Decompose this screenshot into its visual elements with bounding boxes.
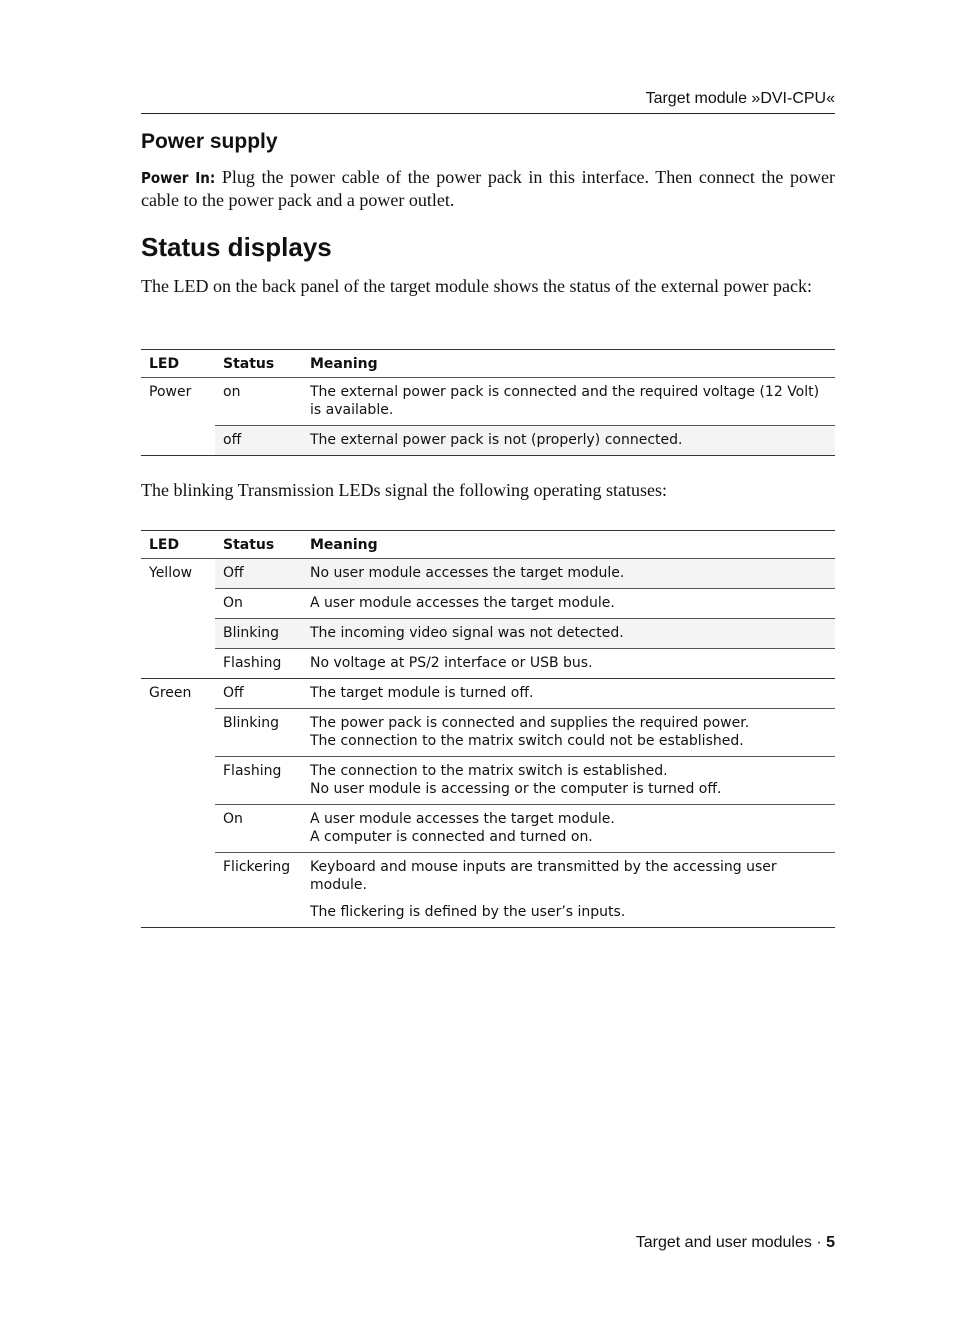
page-header — [141, 89, 835, 114]
meaning-line: The power pack is connected and supplies the required power. — [310, 715, 750, 731]
meaning-line: The connection to the matrix switch could not be established. — [310, 733, 744, 749]
table-row — [141, 378, 835, 426]
col-status: Status — [215, 531, 302, 559]
col-led: LED — [141, 531, 215, 559]
table-row — [141, 805, 835, 853]
status-cell: Off — [215, 559, 302, 589]
table-row — [141, 559, 835, 589]
status-cell: Flickering — [215, 853, 302, 928]
power-supply-heading: Power supply — [141, 130, 278, 153]
status-cell: On — [215, 805, 302, 853]
meaning-line: A user module accesses the target module. — [310, 811, 615, 827]
meaning-cell: No user module accesses the target module. — [302, 559, 835, 589]
meaning-cell — [302, 757, 835, 805]
led-name: Yellow — [141, 559, 215, 679]
status-cell: Blinking — [215, 619, 302, 649]
transmission-intro: The blinking Transmission LEDs signal the following operating statuses: — [141, 480, 667, 500]
table-row — [141, 649, 835, 679]
col-meaning: Meaning — [302, 350, 835, 378]
status-intro: The LED on the back panel of the target module shows the status of the external power pack: — [141, 276, 812, 296]
page-footer — [636, 1234, 835, 1252]
power-in-label: Power In: — [141, 169, 216, 187]
meaning-line: The target module is turned off. — [310, 685, 534, 701]
footer-text: Target and user modules · — [635, 1234, 827, 1251]
header-text: Target module »DVI-CPU« — [645, 90, 835, 107]
power-in-text: Plug the power cable of the power pack in this interface. Then connect the power cable to the power pack and a power outlet. — [141, 167, 835, 210]
power-led-table — [141, 349, 835, 456]
meaning-line: No user module is accessing or the computer is turned off. — [310, 781, 722, 797]
transmission-led-table — [141, 530, 835, 928]
meaning-cell: The external power pack is connected and the required voltage (12 Volt) is available. — [302, 378, 835, 426]
status-cell: Blinking — [215, 709, 302, 757]
table-row — [141, 619, 835, 649]
led-name: Power — [141, 378, 215, 456]
status-cell: Flashing — [215, 757, 302, 805]
table-header-row — [141, 350, 835, 378]
status-cell: Off — [215, 679, 302, 709]
power-supply-paragraph — [141, 166, 835, 211]
table-row — [141, 426, 835, 456]
meaning-cell — [302, 679, 835, 709]
meaning-cell — [302, 805, 835, 853]
table-row — [141, 589, 835, 619]
col-status: Status — [215, 350, 302, 378]
table-header-row — [141, 531, 835, 559]
meaning-cell: The incoming video signal was not detected. — [302, 619, 835, 649]
meaning-cell — [302, 853, 835, 928]
status-cell: off — [215, 426, 302, 456]
status-cell: on — [215, 378, 302, 426]
meaning-cell — [302, 709, 835, 757]
col-led: LED — [141, 350, 215, 378]
status-cell: Flashing — [215, 649, 302, 679]
table-row — [141, 757, 835, 805]
table-row — [141, 853, 835, 928]
meaning-cell: No voltage at PS/2 interface or USB bus. — [302, 649, 835, 679]
led-name: Green — [141, 679, 215, 928]
col-meaning: Meaning — [302, 531, 835, 559]
meaning-line: A computer is connected and turned on. — [310, 829, 593, 845]
table-row — [141, 709, 835, 757]
meaning-line: Keyboard and mouse inputs are transmitted by the accessing user module. — [310, 859, 777, 893]
table-row — [141, 679, 835, 709]
status-cell: On — [215, 589, 302, 619]
page-number: 5 — [826, 1234, 835, 1251]
meaning-line: The connection to the matrix switch is established. — [310, 763, 668, 779]
meaning-line: The flickering is defined by the user’s inputs. — [310, 904, 626, 920]
meaning-cell: A user module accesses the target module. — [302, 589, 835, 619]
meaning-cell: The external power pack is not (properly) connected. — [302, 426, 835, 456]
status-displays-heading: Status displays — [141, 232, 332, 262]
